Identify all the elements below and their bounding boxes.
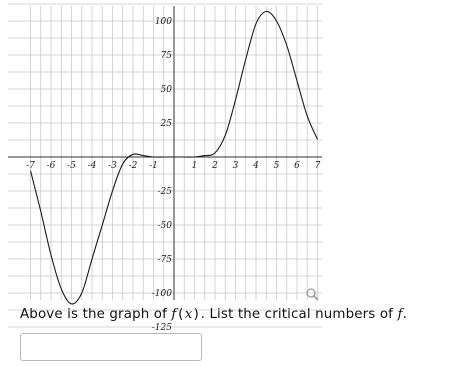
x-tick-label: 5 [273, 161, 280, 171]
x-tick-label: 1 [191, 161, 198, 171]
x-tick-label: -2 [128, 161, 138, 171]
x-tick-label: 3 [232, 161, 239, 171]
x-tick-labels [26, 161, 321, 171]
y-tick-label: -75 [157, 255, 172, 265]
y-tick-label: 75 [160, 51, 172, 61]
magnifier-zoom-icon[interactable] [305, 287, 319, 301]
x-tick-label: 6 [294, 161, 300, 171]
question-text [20, 307, 407, 322]
x-tick-label: -5 [67, 161, 76, 171]
y-tick-label: 100 [154, 17, 172, 27]
y-tick-label: -100 [151, 289, 172, 299]
fx-f: f [171, 307, 177, 322]
x-tick-label: -1 [149, 161, 158, 171]
y-tick-label: 50 [160, 85, 172, 95]
x-tick-label: -6 [46, 161, 56, 171]
x-tick-label: -3 [108, 161, 117, 171]
y-tick-label: -125 [151, 323, 172, 333]
y-tick-label: 25 [160, 119, 172, 129]
question-prefix: Above is the graph of [20, 307, 172, 322]
function-f: f [397, 307, 403, 322]
question-middle: . List the critical numbers of [200, 307, 398, 322]
x-tick-label: -4 [87, 161, 97, 171]
y-tick-label: -25 [157, 187, 172, 197]
fx-open: ( [176, 307, 185, 322]
y-tick-label: -50 [157, 221, 172, 231]
x-tick-label: -7 [26, 161, 35, 171]
fx-close: ) [192, 307, 201, 322]
question-end: . [402, 307, 407, 322]
fx-x: x [184, 307, 193, 322]
x-tick-label: 4 [253, 161, 259, 171]
x-tick-label: 7 [314, 161, 321, 171]
x-tick-label: 2 [212, 161, 218, 171]
answer-input[interactable] [20, 333, 202, 361]
